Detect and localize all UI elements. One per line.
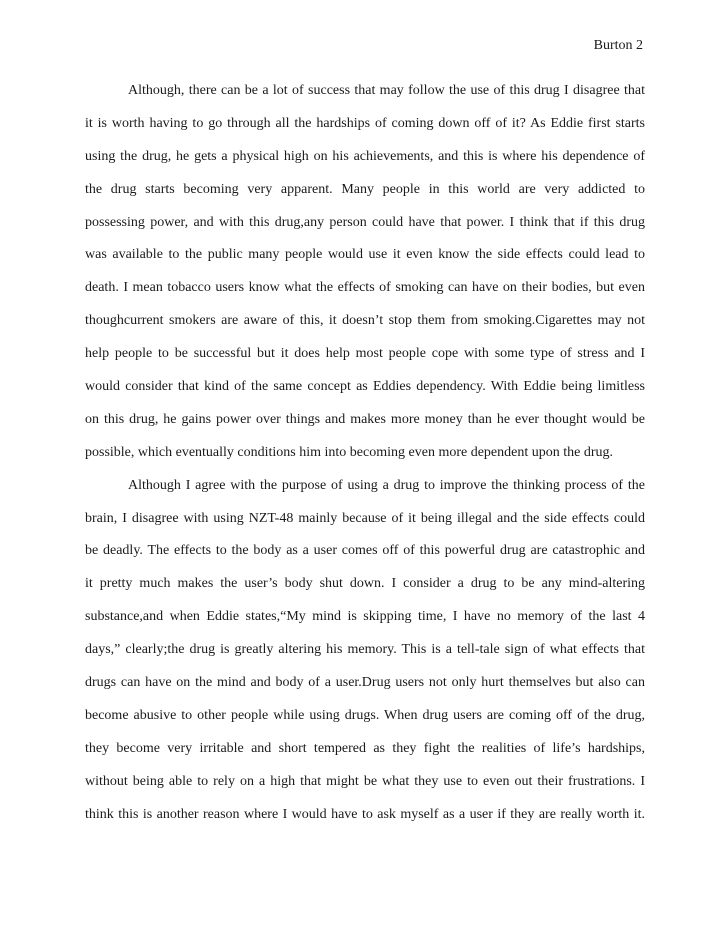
text-line: they become very irritable and short tempered as they fight the realities of life’s hardships, — [85, 740, 645, 756]
text-line: substance,and when Eddie states,“My mind is skipping time, I have no memory of the last 4 — [85, 609, 645, 625]
text-line: was available to the public many people would use it even know the side effects could lead to — [85, 247, 645, 263]
text-line: using the drug, he gets a physical high on his achievements, and this is where his dependence of — [85, 148, 645, 164]
text-line: possible, which eventually conditions him into becoming even more dependent upon the drug. — [85, 444, 614, 460]
body-text — [85, 82, 645, 838]
text-line: help people to be successful but it does help most people cope with some type of stress and I — [85, 346, 645, 362]
text-line: Although I agree with the purpose of using a drug to improve the thinking process of the — [128, 477, 645, 493]
text-line: the drug starts becoming very apparent. Many people in this world are very addicted to — [85, 181, 645, 197]
running-head: Burton 2 — [593, 38, 643, 53]
text-line: become abusive to other people while using drugs. When drug users are coming off of the drug, — [85, 707, 645, 723]
text-line: death. I mean tobacco users know what the effects of smoking can have on their bodies, but even — [85, 280, 645, 296]
text-line: it pretty much makes the user’s body shut down. I consider a drug to be any mind-altering — [85, 576, 645, 592]
text-line: brain, I disagree with using NZT-48 mainly because of it being illegal and the side effects could — [85, 510, 645, 526]
text-line: would consider that kind of the same concept as Eddies dependency. With Eddie being limitless — [85, 379, 645, 395]
paragraph-2 — [85, 477, 645, 839]
text-line: be deadly. The effects to the body as a user comes off of this powerful drug are catastrophic and — [85, 543, 645, 559]
text-line: thoughcurrent smokers are aware of this, it doesn’t stop them from smoking.Cigarettes may not — [85, 313, 645, 329]
text-line: Although, there can be a lot of success that may follow the use of this drug I disagree that — [128, 83, 645, 98]
text-line: days,” clearly;the drug is greatly altering his memory. This is a tell-tale sign of what effects that — [85, 642, 645, 658]
text-line: drugs can have on the mind and body of a user.Drug users not only hurt themselves but also can — [85, 675, 645, 691]
text-line: it is worth having to go through all the hardships of coming down off of it? As Eddie first starts — [85, 115, 645, 131]
text-line: without being able to rely on a high that might be what they use to even out their frustrations. I — [85, 773, 645, 789]
text-line: possessing power, and with this drug,any person could have that power. I think that if this drug — [85, 214, 645, 230]
text-line: on this drug, he gains power over things and makes more money than he ever thought would be — [85, 411, 645, 427]
paragraph-1 — [85, 82, 645, 477]
text-line: think this is another reason where I would have to ask myself as a user if they are really worth it. — [85, 806, 645, 822]
